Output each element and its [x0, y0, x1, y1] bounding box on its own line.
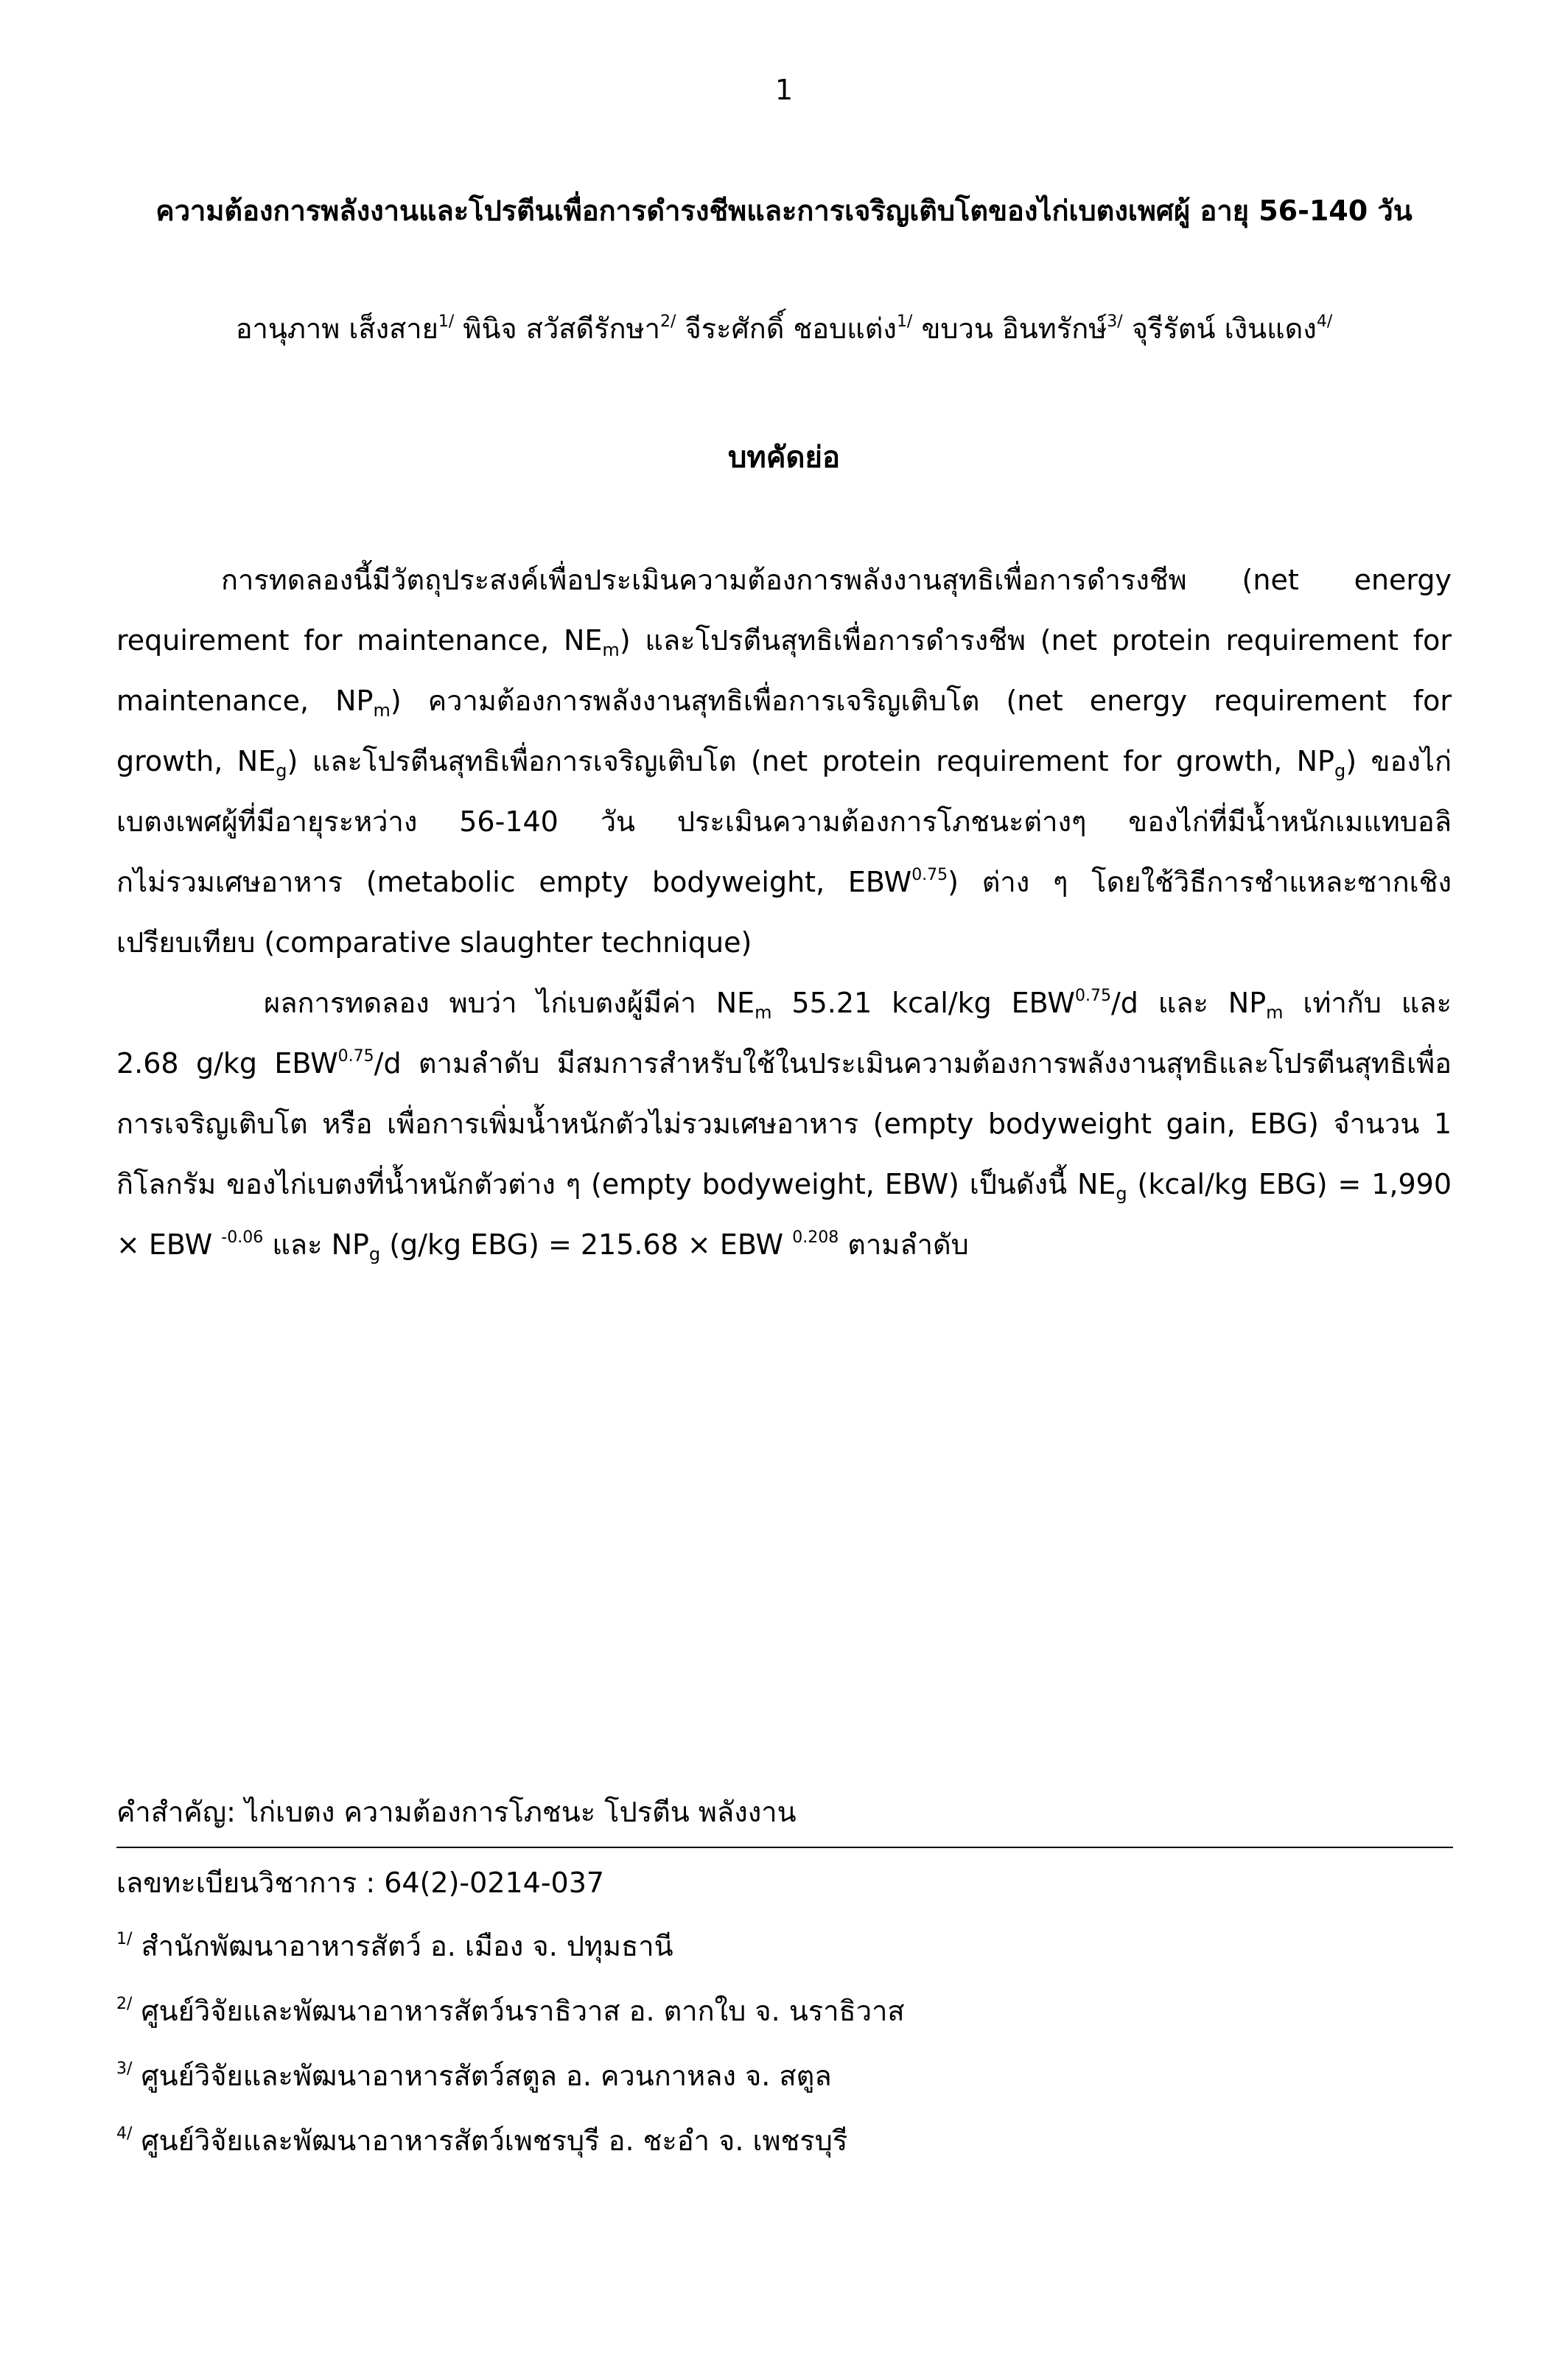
affiliation-footnote — [116, 2053, 832, 2098]
subscript: g — [276, 760, 287, 781]
text-line — [116, 1033, 1452, 1094]
footnote-divider — [116, 1847, 1453, 1848]
text-run: requirement for maintenance, NE — [116, 624, 603, 657]
text-line — [116, 731, 1452, 791]
affiliation-text: ศูนย์วิจัยและพัฒนาอาหารสัตว์สตูล อ. ควนกาหลง จ. สตูล — [132, 2060, 832, 2092]
author-name: อานุภาพ เส็งสาย — [235, 312, 438, 345]
text-run: growth, NE — [116, 745, 276, 777]
text-line — [116, 912, 1452, 973]
text-run: ) ความต้องการพลังงานสุทธิเพื่อการเจริญเติบโต (net energy requirement for — [390, 685, 1452, 717]
subscript: m — [755, 1002, 772, 1023]
superscript: 0.75 — [1074, 987, 1111, 1005]
text-run: /d และ NP — [1110, 987, 1267, 1019]
text-line — [116, 671, 1452, 731]
text-run: ) ของไก่ — [1345, 745, 1452, 777]
superscript: 0.208 — [792, 1228, 839, 1247]
text-run: ) และโปรตีนสุทธิเพื่อการเจริญเติบโต (net protein requirement for growth, NP — [287, 745, 1334, 777]
author-affiliation-mark: 4/ — [1316, 312, 1333, 331]
text-run: เปรียบเทียบ (comparative slaughter technique) — [116, 926, 752, 959]
author-affiliation-mark: 1/ — [438, 312, 455, 331]
affiliation-mark: 1/ — [116, 1930, 133, 1948]
text-run: กิโลกรัม ของไก่เบตงที่น้ำหนักตัวต่าง ๆ (empty bodyweight, EBW) เป็นดังนี้ NE — [116, 1168, 1116, 1200]
superscript: -0.06 — [221, 1228, 264, 1247]
text-run: และ NP — [263, 1228, 369, 1261]
text-run: การทดลองนี้มีวัตถุประสงค์เพื่อประเมินความต้องการพลังงานสุทธิเพื่อการดำรงชีพ (net energy — [221, 564, 1452, 596]
text-run: ) ต่าง ๆ โดยใช้วิธีการชำแหละซากเชิง — [948, 866, 1452, 898]
author-affiliation-mark: 2/ — [659, 312, 676, 331]
affiliation-text: สำนักพัฒนาอาหารสัตว์ อ. เมือง จ. ปทุมธานี — [132, 1930, 673, 1962]
keywords: คำสำคัญ: ไก่เบตง ความต้องการโภชนะ โปรตีน พลังงาน — [116, 1796, 797, 1828]
text-run: ) และโปรตีนสุทธิเพื่อการดำรงชีพ (net protein requirement for — [619, 624, 1452, 657]
page-number: 1 — [774, 74, 794, 106]
text-run: 55.21 kcal/kg EBW — [771, 987, 1075, 1019]
superscript: 0.75 — [337, 1047, 374, 1066]
text-line — [116, 1094, 1452, 1154]
affiliation-footnote — [116, 1988, 905, 2033]
registration-number: เลขทะเบียนวิชาการ : 64(2)-0214-037 — [116, 1867, 605, 1899]
superscript: 0.75 — [911, 866, 948, 884]
abstract-paragraph-2 — [116, 973, 1452, 1275]
text-line — [116, 610, 1452, 671]
author-affiliation-mark: 3/ — [1107, 312, 1123, 331]
text-line — [116, 852, 1452, 912]
affiliation-footnote — [116, 1923, 673, 1968]
subscript: m — [1266, 1002, 1284, 1023]
text-run: การเจริญเติบโต หรือ เพื่อการเพิ่มน้ำหนักตัวไม่รวมเศษอาหาร (empty bodyweight gain, EBG) จำนวน 1 — [116, 1108, 1452, 1140]
author-name: ขบวน อินทรักษ์ — [921, 312, 1107, 345]
abstract-paragraph-1 — [116, 550, 1452, 973]
subscript: g — [1334, 760, 1346, 781]
text-line — [116, 1154, 1452, 1214]
author-affiliation-mark: 1/ — [896, 312, 913, 331]
text-run: 2.68 g/kg EBW — [116, 1047, 338, 1080]
affiliation-footnote — [116, 2118, 847, 2163]
author-name: พินิจ สวัสดีรักษา — [463, 312, 660, 345]
text-run: (g/kg EBG) = 215.68 × EBW — [380, 1228, 793, 1261]
author-list — [116, 306, 1452, 351]
subscript: m — [373, 700, 391, 721]
subscript: g — [1116, 1183, 1127, 1204]
affiliation-text: ศูนย์วิจัยและพัฒนาอาหารสัตว์นราธิวาส อ. ตากใบ จ. นราธิวาส — [132, 1995, 905, 2027]
text-run: เบตงเพศผู้ที่มีอายุระหว่าง 56-140 วัน ประเมินความต้องการโภชนะต่างๆ ของไก่ที่มีน้ำหนักเมแทบอลิ — [116, 805, 1452, 838]
affiliation-mark: 4/ — [116, 2124, 133, 2143]
paper-title: ความต้องการพลังงานและโปรตีนเพื่อการดำรงชีพและการเจริญเติบโตของไก่เบตงเพศผู้ อายุ 56-140 วัน — [155, 195, 1413, 227]
text-run: ตามลำดับ — [839, 1228, 969, 1261]
text-line — [116, 550, 1452, 610]
author-name: จุรีรัตน์ เงินแดง — [1131, 312, 1317, 345]
text-line — [116, 791, 1452, 852]
author-name: จีระศักดิ์ ชอบแต่ง — [685, 312, 897, 345]
text-run: กไม่รวมเศษอาหาร (metabolic empty bodyweight, EBW — [116, 866, 912, 898]
affiliation-mark: 3/ — [116, 2060, 133, 2078]
text-run: ผลการทดลอง พบว่า ไก่เบตงผู้มีค่า NE — [264, 987, 755, 1019]
text-run: maintenance, NP — [116, 685, 374, 717]
affiliation-text: ศูนย์วิจัยและพัฒนาอาหารสัตว์เพชรบุรี อ. ชะอำ จ. เพชรบุรี — [132, 2124, 848, 2157]
affiliation-mark: 2/ — [116, 1995, 133, 2013]
text-run: × EBW — [116, 1228, 222, 1261]
text-run: เท่ากับ และ — [1283, 987, 1452, 1019]
abstract-heading: บทคัดย่อ — [728, 441, 840, 475]
text-run: (kcal/kg EBG) = 1,990 — [1127, 1168, 1452, 1200]
subscript: g — [368, 1244, 381, 1265]
text-line — [116, 1214, 1452, 1275]
subscript: m — [602, 640, 620, 660]
text-run: /d ตามลำดับ มีสมการสำหรับใช้ในประเมินความต้องการพลังงานสุทธิและโปรตีนสุทธิเพื่อ — [374, 1047, 1452, 1080]
text-line — [116, 973, 1452, 1033]
